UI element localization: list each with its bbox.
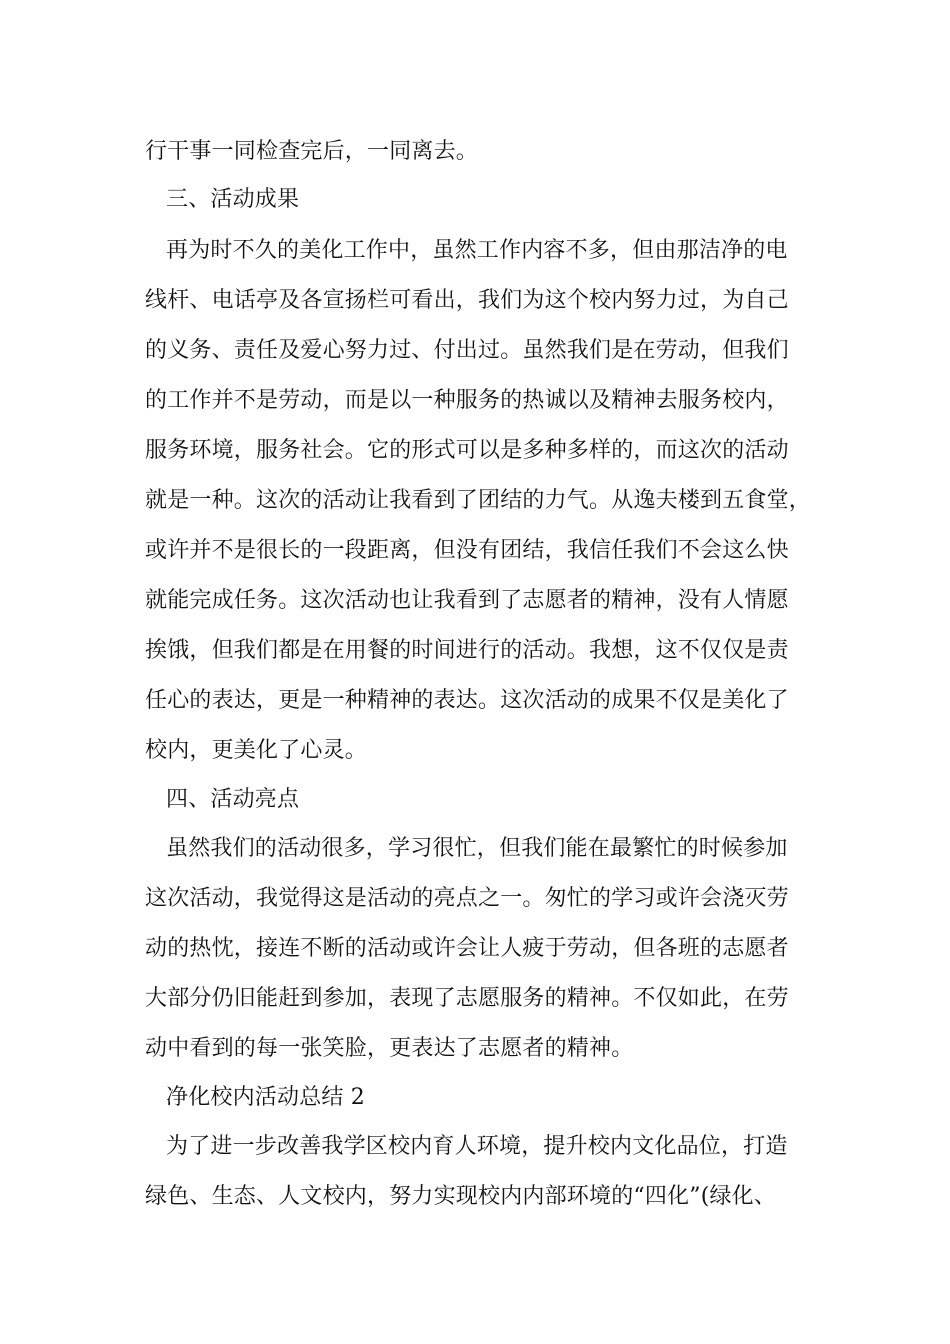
paragraph-line: 再为时不久的美化工作中，虽然工作内容不多，但由那洁净的电	[166, 238, 788, 263]
paragraph-line: 行干事一同检查完后，一同离去。	[145, 139, 479, 164]
paragraph-line: 绿色、生态、人文校内，努力实现校内内部环境的“四化”(绿化、	[145, 1184, 777, 1209]
paragraph-line: 大部分仍旧能赶到参加，表现了志愿服务的精神。不仅如此，在劳	[145, 986, 789, 1011]
document-title-summary-2: 净化校内活动总结 2	[166, 1085, 365, 1110]
paragraph-line: 线杆、电话亭及各宣扬栏可看出，我们为这个校内努力过，为自己	[145, 288, 789, 313]
paragraph-line: 就能完成任务。这次活动也让我看到了志愿者的精神，没有人情愿	[145, 588, 789, 613]
paragraph-line: 就是一种。这次的活动让我看到了团结的力气。从逸夫楼到五食堂，	[145, 488, 812, 513]
paragraph-line: 动的热忱，接连不断的活动或许会让人疲于劳动，但各班的志愿者	[145, 936, 789, 961]
section-heading-highlights: 四、活动亮点	[166, 787, 300, 812]
paragraph-line: 动中看到的每一张笑脸，更表达了志愿者的精神。	[145, 1036, 634, 1061]
paragraph-line: 挨饿，但我们都是在用餐的时间进行的活动。我想，这不仅仅是责	[145, 638, 789, 663]
paragraph-line: 任心的表达，更是一种精神的表达。这次活动的成果不仅是美化了	[145, 688, 789, 713]
section-heading-results: 三、活动成果	[166, 187, 300, 212]
paragraph-line: 虽然我们的活动很多，学习很忙，但我们能在最繁忙的时候参加	[166, 836, 788, 861]
paragraph-line: 这次活动，我觉得这是活动的亮点之一。匆忙的学习或许会浇灭劳	[145, 886, 789, 911]
paragraph-line: 的工作并不是劳动，而是以一种服务的热诚以及精神去服务校内，	[145, 388, 789, 413]
paragraph-line: 的义务、责任及爱心努力过、付出过。虽然我们是在劳动，但我们	[145, 338, 789, 363]
paragraph-line: 或许并不是很长的一段距离，但没有团结，我信任我们不会这么快	[145, 538, 789, 563]
paragraph-line: 校内，更美化了心灵。	[145, 738, 368, 763]
paragraph-line: 服务环境，服务社会。它的形式可以是多种多样的，而这次的活动	[145, 438, 789, 463]
paragraph-line: 为了进一步改善我学区校内育人环境，提升校内文化品位，打造	[166, 1134, 788, 1159]
